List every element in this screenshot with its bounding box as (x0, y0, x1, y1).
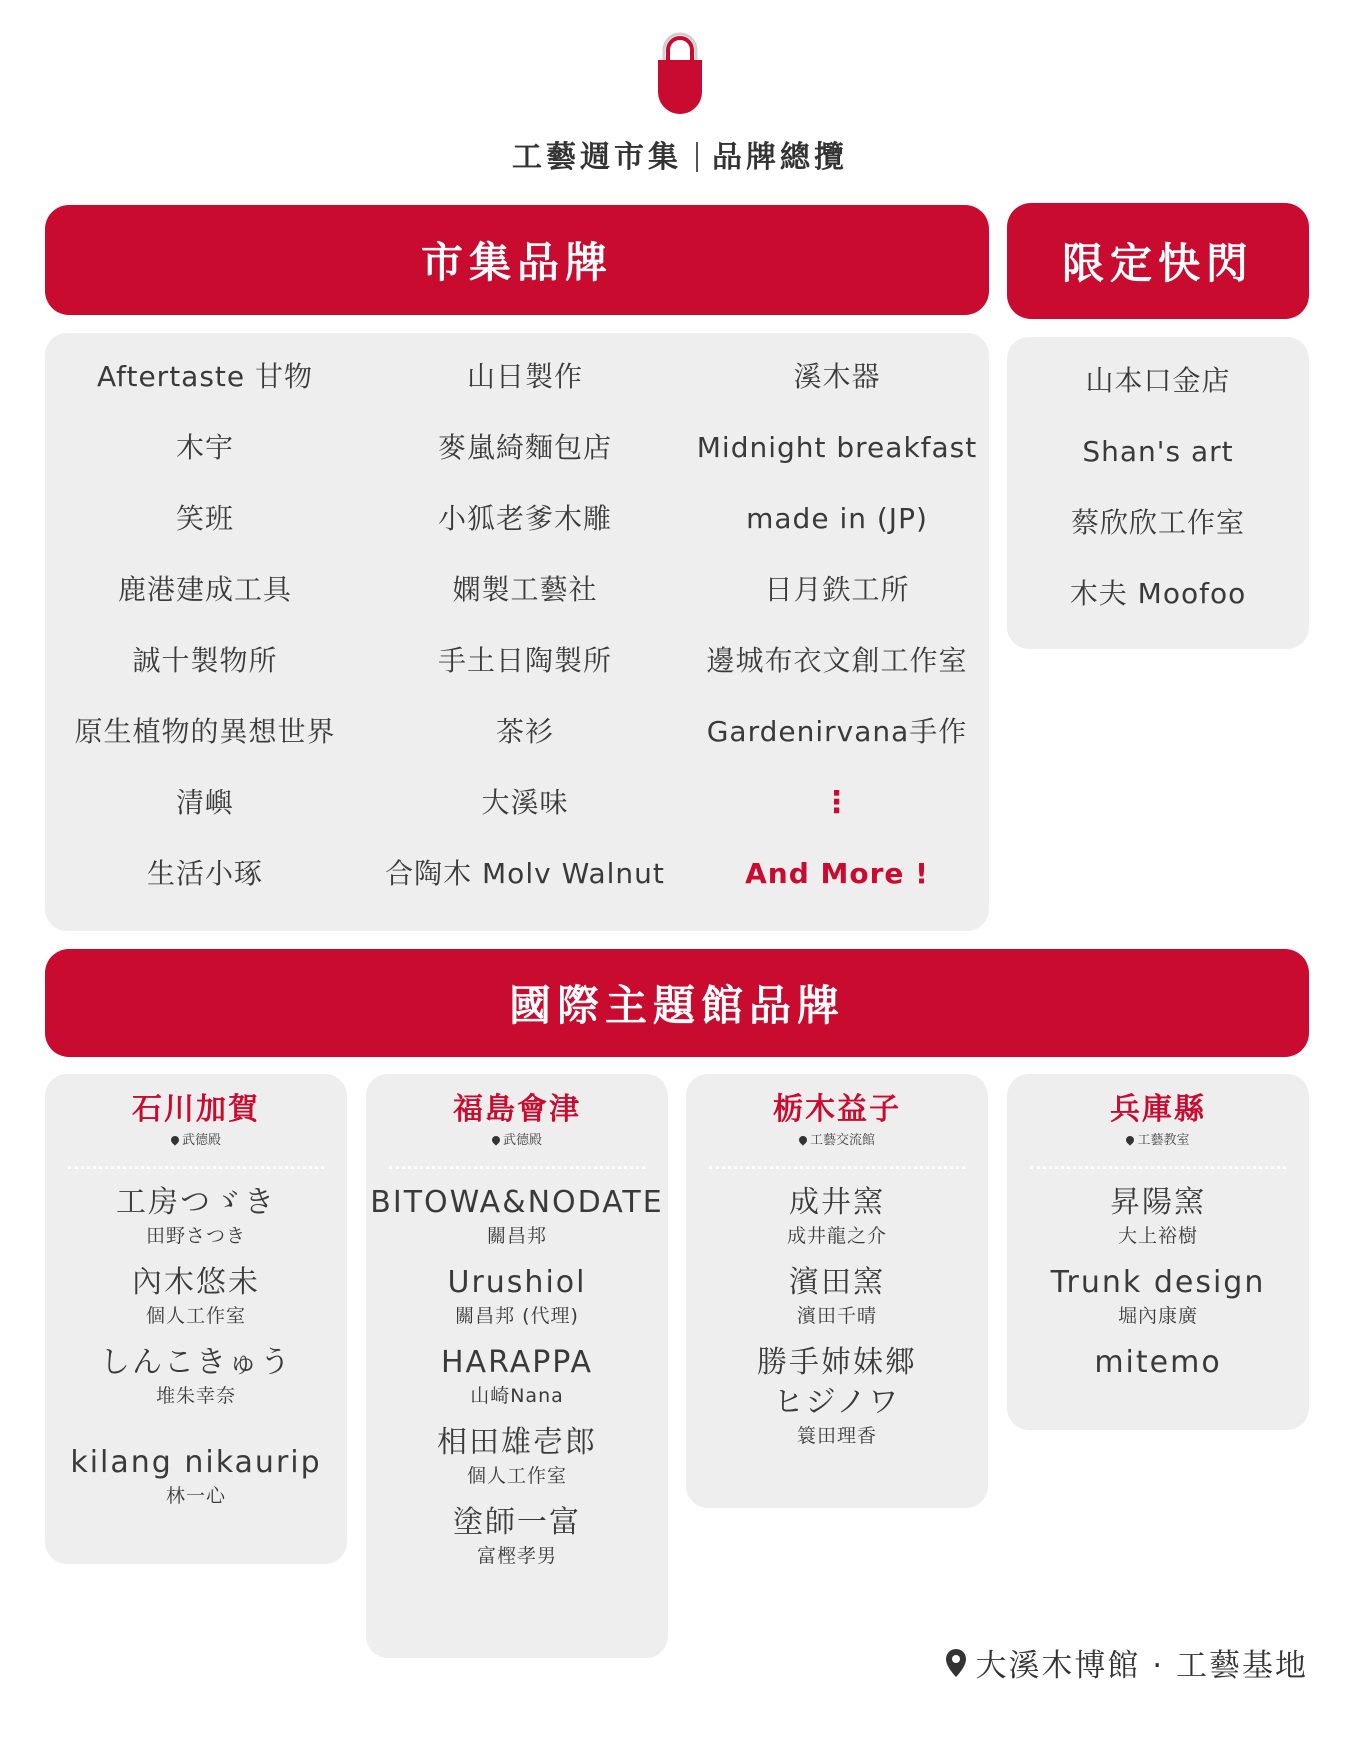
market-brand-item: 生活小琢 (146, 857, 263, 890)
region-name: 栃木益子 (773, 1092, 901, 1127)
artist-name: mitemo (1094, 1345, 1222, 1380)
artist-person: 關昌邦 (486, 1225, 547, 1247)
flash-brand-item: Shan's art (1082, 435, 1234, 468)
artist-person: 富樫孝男 (476, 1545, 557, 1567)
market-brand-item: 茶衫 (495, 715, 554, 748)
flash-brands-panel (1007, 337, 1309, 649)
region-panel (45, 1074, 347, 1564)
page-title (0, 132, 1360, 176)
region-panel (686, 1074, 988, 1508)
artist-name: 濱田窯 (789, 1265, 885, 1300)
market-brand-item: 合陶木 Molv Walnut (385, 857, 665, 890)
region-name: 兵庫縣 (1110, 1092, 1206, 1127)
artist-person: 田野さつき (145, 1225, 246, 1247)
location-pin-icon (797, 1134, 808, 1145)
artist-person: 關昌邦 (代理) (455, 1305, 579, 1327)
artist-name: しんこきゅう (100, 1345, 292, 1380)
market-brand-item: 鹿港建成工具 (117, 573, 292, 606)
region-panel (1007, 1074, 1309, 1430)
market-brand-item: 原生植物的異想世界 (74, 715, 336, 748)
artist-person: 林一心 (165, 1485, 226, 1507)
region-venue-text: 工藝交流館 (809, 1133, 875, 1148)
market-brand-item: 溪木器 (793, 360, 881, 393)
artist-entry (45, 1443, 347, 1509)
market-brands-banner (45, 205, 989, 315)
region-venue-text: 武德殿 (502, 1133, 542, 1148)
artist-entry (1007, 1343, 1309, 1383)
international-brands-title: 國際主題館品牌 (508, 981, 845, 1030)
region-venue (1007, 1132, 1309, 1150)
market-brand-item: 麥嵐綺麵包店 (437, 431, 612, 464)
location-pin-icon (169, 1134, 180, 1145)
title-left: 工藝週市集 (512, 140, 682, 175)
artist-entry (686, 1183, 988, 1249)
international-brands-banner (45, 949, 1309, 1057)
location-text: 大溪木博館 · 工藝基地 (975, 1648, 1308, 1684)
market-brand-item: And More ! (745, 857, 929, 890)
artist-name: 成井窯 (789, 1185, 885, 1220)
flash-brand-item: 木夫 Moofoo (1069, 577, 1247, 610)
market-brand-item: 木宇 (175, 431, 234, 464)
flash-brands-title: 限定快閃 (1061, 239, 1254, 288)
artist-name: HARAPPA (440, 1345, 594, 1380)
flash-brands-banner (1007, 203, 1309, 319)
market-brand-item: 日月鉄工所 (764, 573, 910, 606)
region-name: 石川加賀 (132, 1092, 260, 1127)
flash-brand-list (1007, 363, 1309, 647)
artist-person: 山崎Nana (470, 1385, 564, 1407)
page-header (0, 30, 1360, 176)
artist-name: BITOWA&NODATE (370, 1185, 664, 1220)
market-brands-title: 市集品牌 (420, 238, 613, 287)
market-brand-item: 清嶼 (175, 786, 234, 819)
artist-entry (366, 1343, 668, 1409)
dotted-divider (1030, 1166, 1286, 1169)
market-brand-item: 小狐老爹木雕 (437, 502, 612, 535)
location-pin-icon (945, 1648, 967, 1678)
artist-person: 成井龍之介 (786, 1225, 887, 1247)
artist-entry (1007, 1263, 1309, 1329)
region-venue (686, 1132, 988, 1150)
artist-person: 簑田理香 (796, 1425, 877, 1447)
artist-entry (45, 1183, 347, 1249)
artist-entry (686, 1343, 988, 1449)
market-brand-item: Aftertaste 甘物 (96, 360, 314, 393)
dotted-divider (709, 1166, 965, 1169)
artist-person: 大上裕樹 (1117, 1225, 1198, 1247)
artist-name: 內木悠未 (132, 1265, 260, 1300)
market-brand-item: 笑班 (175, 502, 234, 535)
market-brand-item: 大溪味 (481, 786, 569, 819)
market-brand-item: ⋮ (821, 785, 853, 820)
market-brand-item: Gardenirvana手作 (706, 715, 968, 748)
market-brand-item: 誠十製物所 (132, 644, 278, 677)
flash-brand-item: 山本口金店 (1085, 364, 1231, 397)
dotted-divider (389, 1166, 645, 1169)
artist-entry (45, 1263, 347, 1329)
market-brand-item: 嫻製工藝社 (452, 573, 598, 606)
artist-entry (366, 1183, 668, 1249)
location-pin-icon (490, 1134, 501, 1145)
artist-entry (686, 1263, 988, 1329)
dotted-divider (68, 1166, 324, 1169)
market-brand-item: Midnight breakfast (696, 431, 978, 464)
artist-name: 工房つゞき (116, 1185, 276, 1220)
flash-brand-item: 蔡欣欣工作室 (1070, 506, 1245, 539)
region-venue-text: 工藝教室 (1137, 1133, 1190, 1148)
artist-name: Urushiol (447, 1265, 587, 1300)
market-brand-item: 手土日陶製所 (437, 644, 612, 677)
artist-name: Trunk design (1050, 1265, 1266, 1300)
market-brand-list (45, 359, 989, 927)
market-brand-item: made in (JP) (746, 502, 928, 535)
artist-entry (45, 1343, 347, 1409)
region-venue (45, 1132, 347, 1150)
venue-location (945, 1640, 1308, 1685)
artist-person: 堆朱幸奈 (155, 1385, 236, 1407)
region-venue (366, 1132, 668, 1150)
artist-entry (366, 1503, 668, 1569)
artist-person: 堀內康廣 (1117, 1305, 1198, 1327)
region-name: 福島會津 (453, 1092, 581, 1127)
artist-name: 相田雄壱郎 (437, 1425, 597, 1460)
artist-entry (366, 1263, 668, 1329)
artist-person: 濱田千晴 (796, 1305, 877, 1327)
artist-person: 個人工作室 (145, 1305, 246, 1327)
artist-entry (1007, 1183, 1309, 1249)
artist-person: 個人工作室 (466, 1465, 567, 1487)
title-right: 品牌總攬 (712, 140, 848, 175)
artist-name: 塗師一富 (453, 1505, 581, 1540)
region-venue-text: 武德殿 (181, 1133, 221, 1148)
region-panel (366, 1074, 668, 1658)
artist-name: 勝手姉妹郷 ヒジノワ (757, 1345, 917, 1420)
location-pin-icon (1125, 1134, 1136, 1145)
market-brand-item: 邊城布衣文創工作室 (706, 644, 968, 677)
artist-entry (366, 1423, 668, 1489)
artist-name: 昇陽窯 (1110, 1185, 1206, 1220)
title-separator (696, 142, 698, 172)
shopping-bag-logo-icon (652, 30, 708, 114)
market-brand-item: 山日製作 (466, 360, 583, 393)
market-brands-panel (45, 333, 989, 931)
artist-name: kilang nikaurip (70, 1445, 322, 1480)
